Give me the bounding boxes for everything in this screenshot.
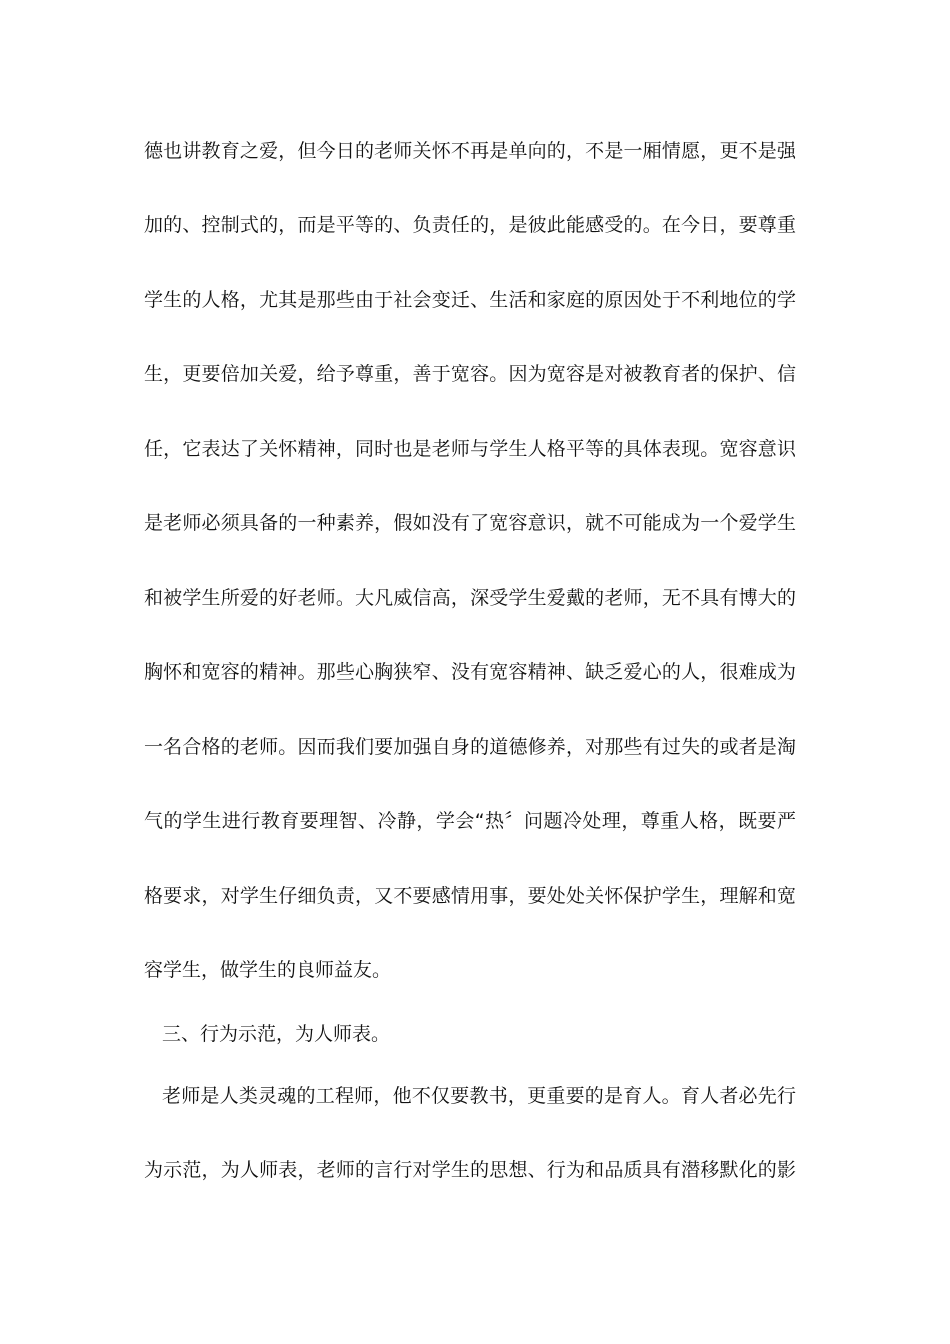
paragraph-line: 任，它表达了关怀精神，同时也是老师与学生人格平等的具体表现。宽容意识 <box>144 438 796 460</box>
paragraph-line: 容学生，做学生的良师益友。 <box>144 959 392 981</box>
paragraph-line: 学生的人格，尤其是那些由于社会变迁、生活和家庭的原因处于不利地位的学 <box>144 289 796 311</box>
paragraph-line: 德也讲教育之爱，但今日的老师关怀不再是单向的，不是一厢情愿，更不是强 <box>144 140 796 162</box>
section-heading: 三、行为示范，为人师表。 <box>162 1023 391 1045</box>
paragraph-line: 一名合格的老师。因而我们要加强自身的道德修养，对那些有过失的或者是淘 <box>144 736 796 758</box>
paragraph-line: 为示范，为人师表，老师的言行对学生的思想、行为和品质具有潜移默化的影 <box>144 1159 796 1181</box>
paragraph-line: 格要求，对学生仔细负责，又不要感情用事，要处处关怀保护学生，理解和宽 <box>144 885 796 907</box>
paragraph-line: 老师是人类灵魂的工程师，他不仅要教书，更重要的是育人。育人者必先行 <box>162 1085 796 1107</box>
paragraph-line: 胸怀和宽容的精神。那些心胸狭窄、没有宽容精神、缺乏爱心的人，很难成为 <box>144 661 796 683</box>
paragraph-line: 和被学生所爱的好老师。大凡威信高，深受学生爱戴的老师，无不具有博大的 <box>144 587 796 609</box>
paragraph-line: 加的、控制式的，而是平等的、负责任的，是彼此能感受的。在今日，要尊重 <box>144 214 796 236</box>
paragraph-line: 生，更要倍加关爱，给予尊重，善于宽容。因为宽容是对被教育者的保护、信 <box>144 363 796 385</box>
paragraph-line: 是老师必须具备的一种素养，假如没有了宽容意识，就不可能成为一个爱学生 <box>144 512 796 534</box>
paragraph-line: 气的学生进行教育要理智、冷静，学会“热〞问题冷处理，尊重人格，既要严 <box>144 810 796 832</box>
